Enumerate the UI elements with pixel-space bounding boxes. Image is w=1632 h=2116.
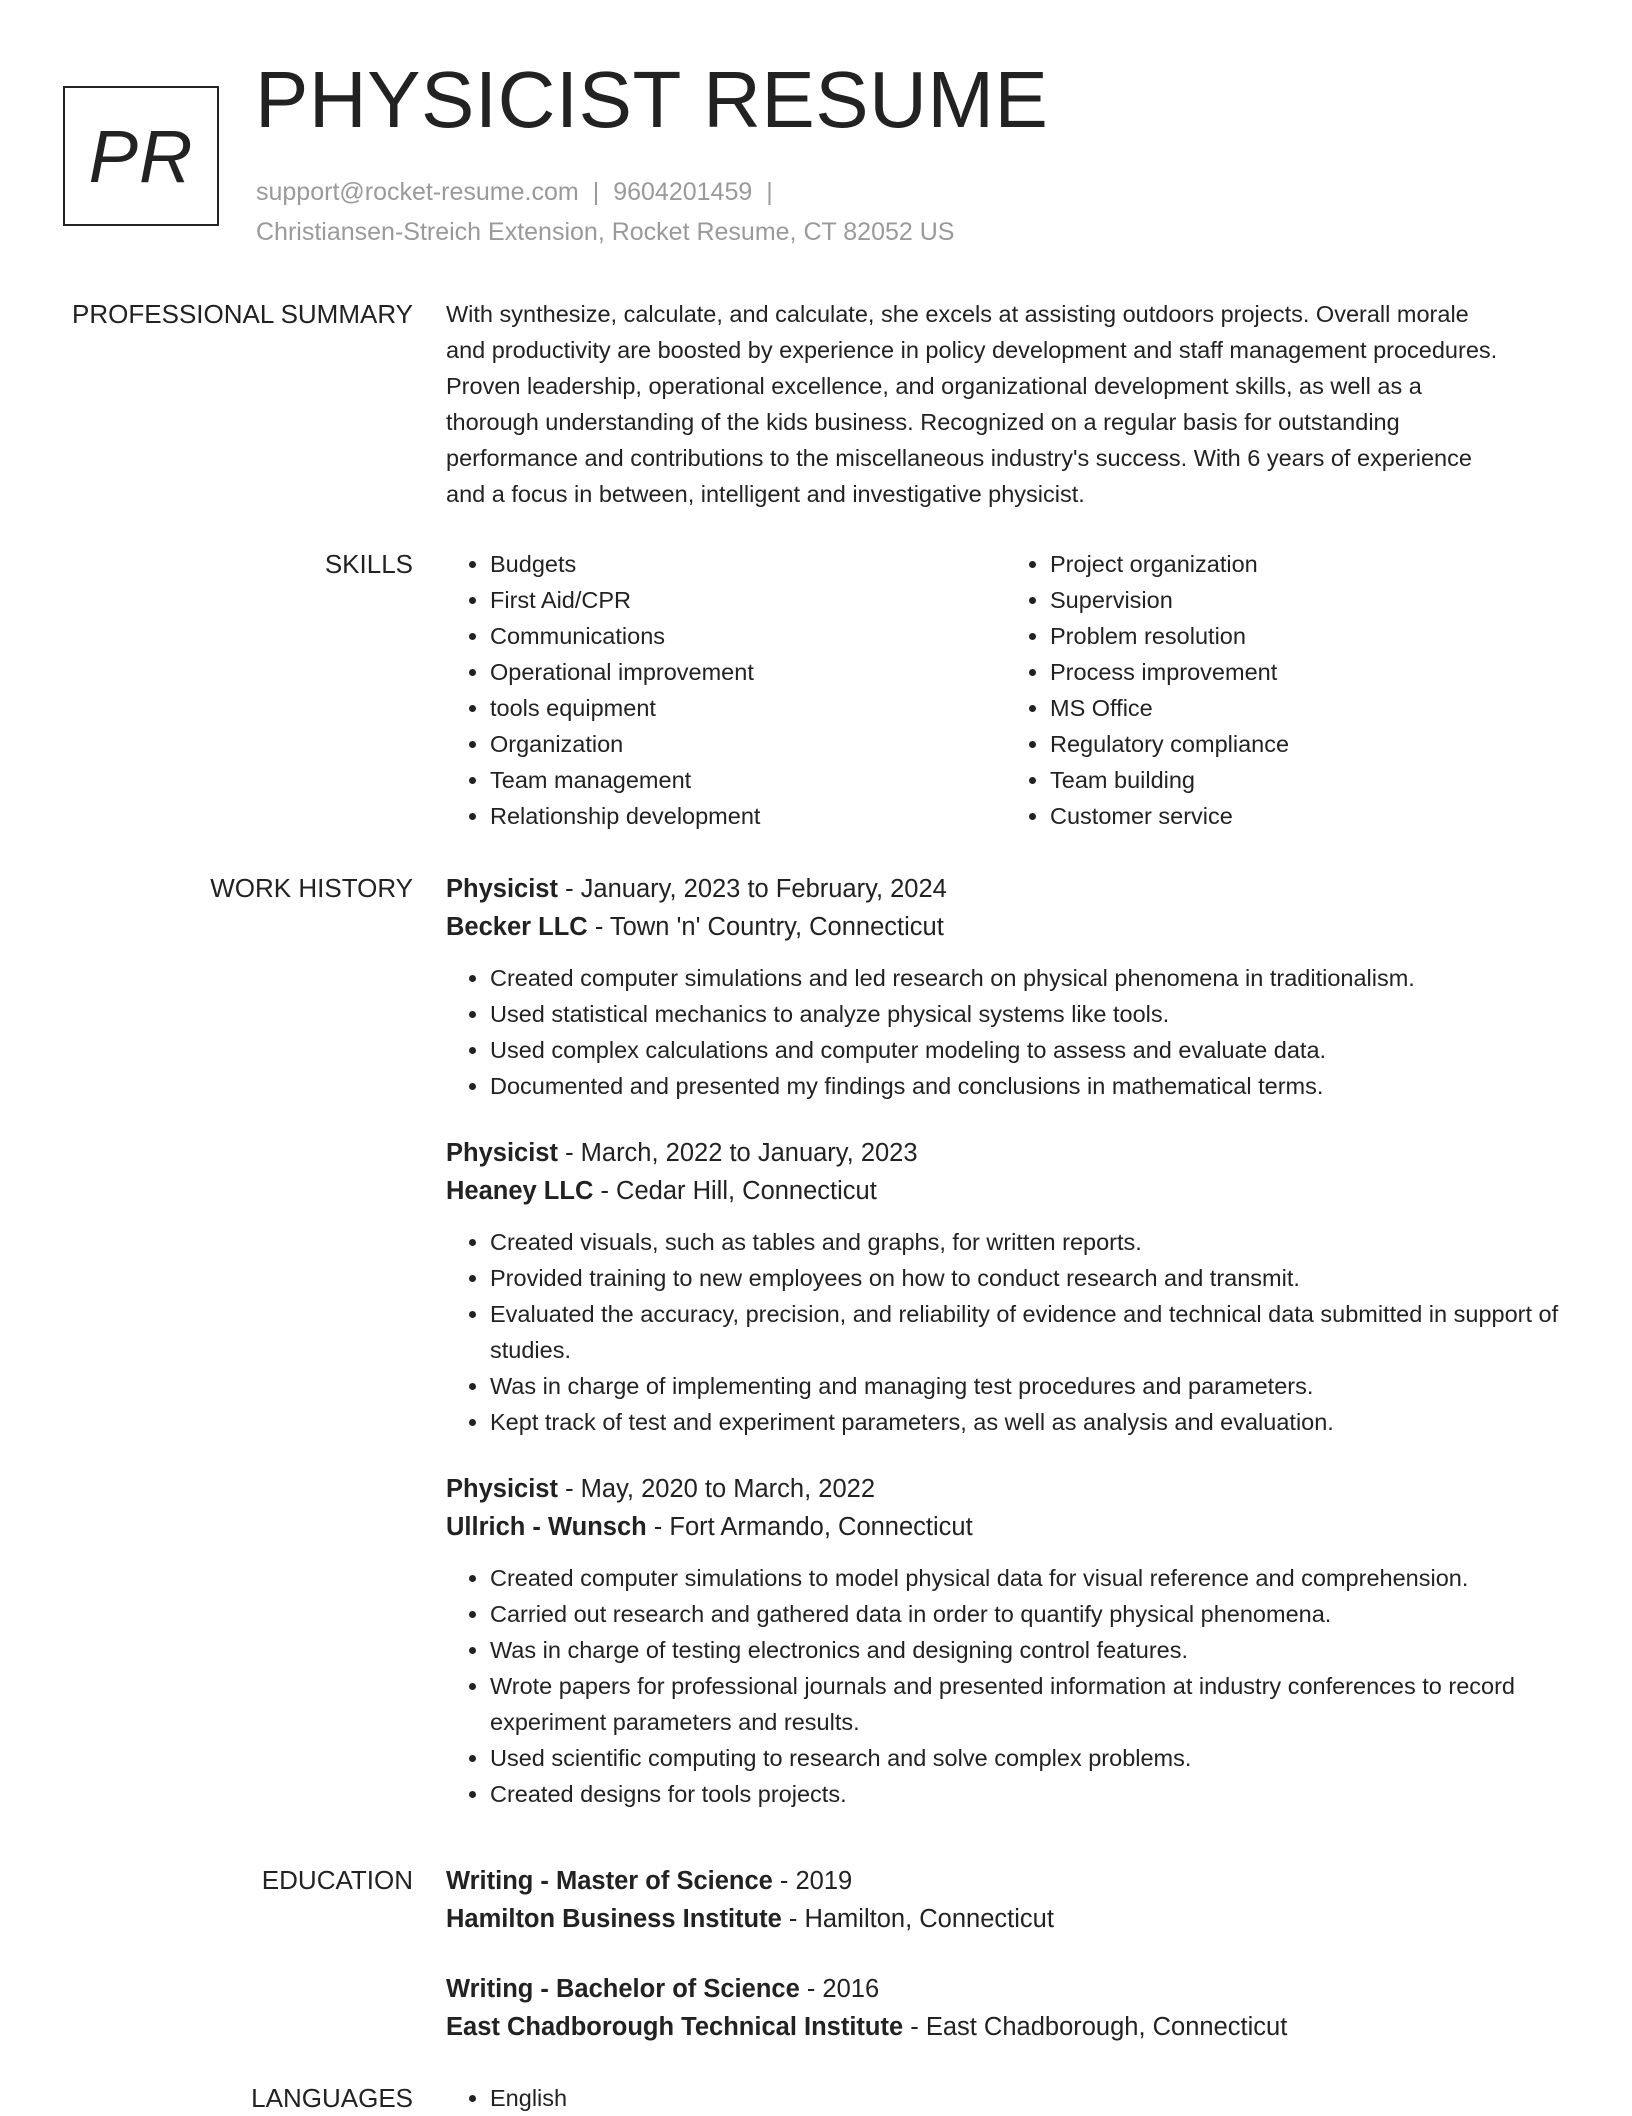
skill-item: • Problem resolution: [1050, 618, 1566, 654]
job-bullets: [446, 1560, 1566, 1812]
job-company: Becker LLC: [446, 913, 588, 941]
skill-item: • tools equipment: [490, 690, 1006, 726]
job-bullet: • Carried out research and gathered data in order to quantify physical phenomena.: [490, 1596, 1566, 1632]
job-location: - Town 'n' Country, Connecticut: [587, 913, 944, 941]
skill-item: • Team building: [1050, 762, 1566, 798]
job-location: - Cedar Hill, Connecticut: [593, 1177, 877, 1205]
job-company-line: [446, 1508, 1566, 1546]
email: support@rocket-resume.com: [256, 178, 579, 206]
job-bullet: • Documented and presented my findings and conclusions in mathematical terms.: [490, 1068, 1566, 1104]
job-company-line: [446, 908, 1566, 946]
job-dates: - January, 2023 to February, 2024: [557, 875, 947, 903]
school: East Chadborough Technical Institute: [446, 2013, 904, 2041]
skill-item: • Communications: [490, 618, 1006, 654]
summary-line: and productivity are boosted by experience in policy development and staff management procedures.: [446, 337, 1498, 363]
summary-line: Proven leadership, operational excellence, and organizational development skills, as well as a: [446, 373, 1422, 399]
summary-line: performance and contributions to the miscellaneous industry's success. With 6 years of experience: [446, 445, 1472, 471]
job-bullet: • Created computer simulations and led research on physical phenomena in traditionalism.: [490, 960, 1566, 996]
phone: 9604201459: [613, 178, 753, 206]
job-company: Ullrich - Wunsch: [446, 1513, 647, 1541]
separator: |: [766, 178, 773, 206]
job-bullets: [446, 960, 1566, 1104]
job-bullet: • Was in charge of implementing and managing test procedures and parameters.: [490, 1368, 1566, 1404]
job-bullet: • Kept track of test and experiment parameters, as well as analysis and evaluation.: [490, 1404, 1566, 1440]
skill-item: • Organization: [490, 726, 1006, 762]
school-line: [446, 2008, 1566, 2046]
languages-list: [446, 2080, 1566, 2116]
degree: Writing - Master of Science: [446, 1867, 773, 1895]
job-bullet: • Used scientific computing to research and solve complex problems.: [490, 1740, 1566, 1776]
job-bullet: • Wrote papers for professional journals and presented information at industry conferences to record experiment parameters and results.: [490, 1668, 1566, 1740]
job-bullet: • Used statistical mechanics to analyze physical systems like tools.: [490, 996, 1566, 1032]
education-list: [446, 1862, 1566, 2046]
address: Christiansen-Streich Extension, Rocket Resume, CT 82052 US: [256, 218, 955, 246]
summary-line: and a focus in between, intelligent and investigative physicist.: [446, 481, 1085, 507]
skill-item: • Regulatory compliance: [1050, 726, 1566, 762]
skill-item: • Customer service: [1050, 798, 1566, 834]
job-entry: [446, 1470, 1566, 1812]
school-line: [446, 1900, 1566, 1938]
separator: |: [592, 178, 600, 206]
language-items: [446, 2080, 1566, 2116]
job-company-line: [446, 1172, 1566, 1210]
section-label-education: EDUCATION: [261, 1865, 413, 1895]
skills-column-left: [446, 546, 1006, 834]
section-label-work: WORK HISTORY: [210, 873, 413, 903]
job-dates: - May, 2020 to March, 2022: [557, 1475, 876, 1503]
job-bullets: [446, 1224, 1566, 1440]
section-label-languages: LANGUAGES: [251, 2083, 413, 2113]
job-title-line: [446, 1134, 1566, 1172]
job-title: Physicist: [446, 875, 558, 903]
skill-item: • Relationship development: [490, 798, 1006, 834]
skill-item: • MS Office: [1050, 690, 1566, 726]
job-bullet: • Created visuals, such as tables and graphs, for written reports.: [490, 1224, 1566, 1260]
job-title-line: [446, 870, 1566, 908]
skill-item: • Project organization: [1050, 546, 1566, 582]
skill-item: • Process improvement: [1050, 654, 1566, 690]
skills-column-right: [1006, 546, 1566, 834]
job-title: Physicist: [446, 1475, 558, 1503]
contact-info: [256, 172, 954, 252]
education-entry: [446, 1970, 1566, 2046]
contact-line-1: [256, 172, 954, 212]
education-entry: [446, 1862, 1566, 1938]
job-entry: [446, 870, 1566, 1104]
job-location: - Fort Armando, Connecticut: [646, 1513, 973, 1541]
school-location: - East Chadborough, Connecticut: [903, 2013, 1288, 2041]
page-title: PHYSICIST RESUME: [255, 55, 1049, 144]
language-item: • English: [490, 2080, 1566, 2116]
skill-item: • Team management: [490, 762, 1006, 798]
monogram-logo: PR: [63, 86, 219, 226]
job-title: Physicist: [446, 1139, 558, 1167]
job-entry: [446, 1134, 1566, 1440]
job-bullet: • Used complex calculations and computer modeling to assess and evaluate data.: [490, 1032, 1566, 1068]
skill-item: • Operational improvement: [490, 654, 1006, 690]
job-bullet: • Was in charge of testing electronics and designing control features.: [490, 1632, 1566, 1668]
summary-line: thorough understanding of the kids business. Recognized on a regular basis for outstanding: [446, 409, 1400, 435]
skill-item: • First Aid/CPR: [490, 582, 1006, 618]
skill-item: • Budgets: [490, 546, 1006, 582]
job-bullet: • Provided training to new employees on how to conduct research and transmit.: [490, 1260, 1566, 1296]
skill-item: • Supervision: [1050, 582, 1566, 618]
job-company: Heaney LLC: [446, 1177, 594, 1205]
section-label-skills: SKILLS: [324, 549, 413, 579]
degree-line: [446, 1970, 1566, 2008]
degree-line: [446, 1862, 1566, 1900]
degree-year: - 2016: [799, 1975, 880, 2003]
school: Hamilton Business Institute: [446, 1905, 782, 1933]
job-bullet: • Created designs for tools projects.: [490, 1776, 1566, 1812]
degree: Writing - Bachelor of Science: [446, 1975, 800, 2003]
work-history: [446, 870, 1566, 1812]
job-bullet: • Evaluated the accuracy, precision, and reliability of evidence and technical data submitted in support of studies.: [490, 1296, 1566, 1368]
school-location: - Hamilton, Connecticut: [781, 1905, 1054, 1933]
job-dates: - March, 2022 to January, 2023: [557, 1139, 918, 1167]
job-title-line: [446, 1470, 1566, 1508]
job-bullet: • Created computer simulations to model physical data for visual reference and comprehension.: [490, 1560, 1566, 1596]
summary-line: With synthesize, calculate, and calculate, she excels at assisting outdoors projects. Overall morale: [446, 301, 1469, 327]
degree-year: - 2019: [772, 1867, 853, 1895]
skills-list: [446, 546, 1566, 834]
section-label-summary: PROFESSIONAL SUMMARY: [72, 299, 413, 329]
summary-text: [446, 296, 1566, 512]
